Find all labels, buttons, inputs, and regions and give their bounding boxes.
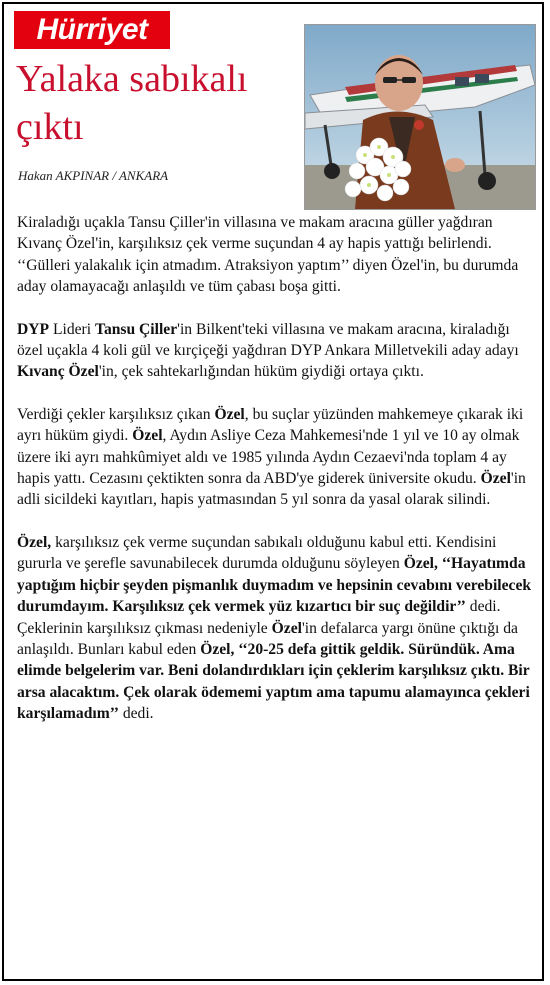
text: dedi. Çeklerinin karşılıksız çıkması nedeniyle [17,598,501,637]
text: , bu suçlar yüzünden mahkemeye çıkarak iki ayrı hüküm giydi. [17,405,524,445]
text: Verdiği çekler karşılıksız çıkan [17,405,215,423]
paragraph-3 [17,404,533,511]
text: 'in Bilkent'teki villasına ve makam aracına, kiraladığı özel uçakla 4 koli gül ve kırçiçeği yağdıran DYP Ankara Milletvekili aday adayı [17,320,519,360]
article-body [17,212,533,746]
bold-text: Özel [271,619,302,637]
text: 'in adli sicildeki kayıtları, hapis yatmasından 5 yıl sonra da yasal olarak silindi. [17,470,526,509]
bold-quote: Özel, ‘‘Hayatımda yaptığım hiçbir şeyden pişmanlık duymadım ve hepsinin cevabını verebilecek durumdayım. Karşılıksız çek vermek yüz kızartıcı bir suç değildir’’ [17,555,532,616]
text: 'in, çek sahtekarlığından hüküm giydiği ortaya çıktı. [98,363,424,381]
bold-text: DYP [17,320,50,338]
paragraph-lead: Kiraladığı uçakla Tansu Çiller'in villasına ve makam aracına güller yağdıran Kıvanç Özel'in, karşılıksız çek verme suçundan 4 ay hapis yattığı belirlendi. ‘‘Gülleri yalakalık için atmadım. Atraksiyon yaptım’’ diyen Özel'in, bu durumda aday olamayacağı anlaşıldı ve tüm çabası boşa gitti. [17,214,519,296]
news-photo [304,24,536,210]
bold-text: Kıvanç Özel [17,363,99,381]
bold-text: Tansu Çiller [94,320,178,338]
headline: Yalaka sabıkalı çıktı [16,58,248,148]
bold-text: Özel [480,470,511,488]
text: , Aydın Asliye Ceza Mahkemesi'nde 1 yıl ve 10 ay olmak üzere iki ayrı mahkûmiyet aldı ve 1985 yılında Aydın Cezaevi'nda toplam 4 ay hapis yattı. Cezasını çektikten sonra da ABD'ye giderek üniversite okudu. [17,427,520,488]
bold-quote: Özel, ‘‘20-25 defa gittik geldik. Süründük. Ama elimde belgelerim var. Beni dolandırdıkları için çeklerim karşılıksız çıktı. Bir arsa alacaktım. Çek olarak ödememi yaptım ama tapumu alamayınca çekleri karşılamadım’’ [17,640,530,723]
text: karşılıksız çek verme suçundan sabıkalı olduğunu kabul etti. Kendisini gururla ve şerefle savunabilecek durumda olduğunu söyleyen [17,533,497,573]
text: dedi. [118,705,154,723]
bold-text: Özel, [17,533,52,551]
paragraph-2 [17,319,533,383]
text: Lideri [49,320,95,338]
newspaper-logo: Hürriyet [14,11,170,49]
text: 'in defalarca yargı önüne çıktığı da anlaşıldı. Bunları kabul eden [17,619,518,658]
bold-text: Özel [214,405,245,423]
paragraph-4 [17,532,533,725]
bold-text: Özel [132,427,163,445]
photo-man-with-flowers-plane-icon [305,25,535,209]
byline: Hakan AKPINAR / ANKARA [18,168,169,183]
